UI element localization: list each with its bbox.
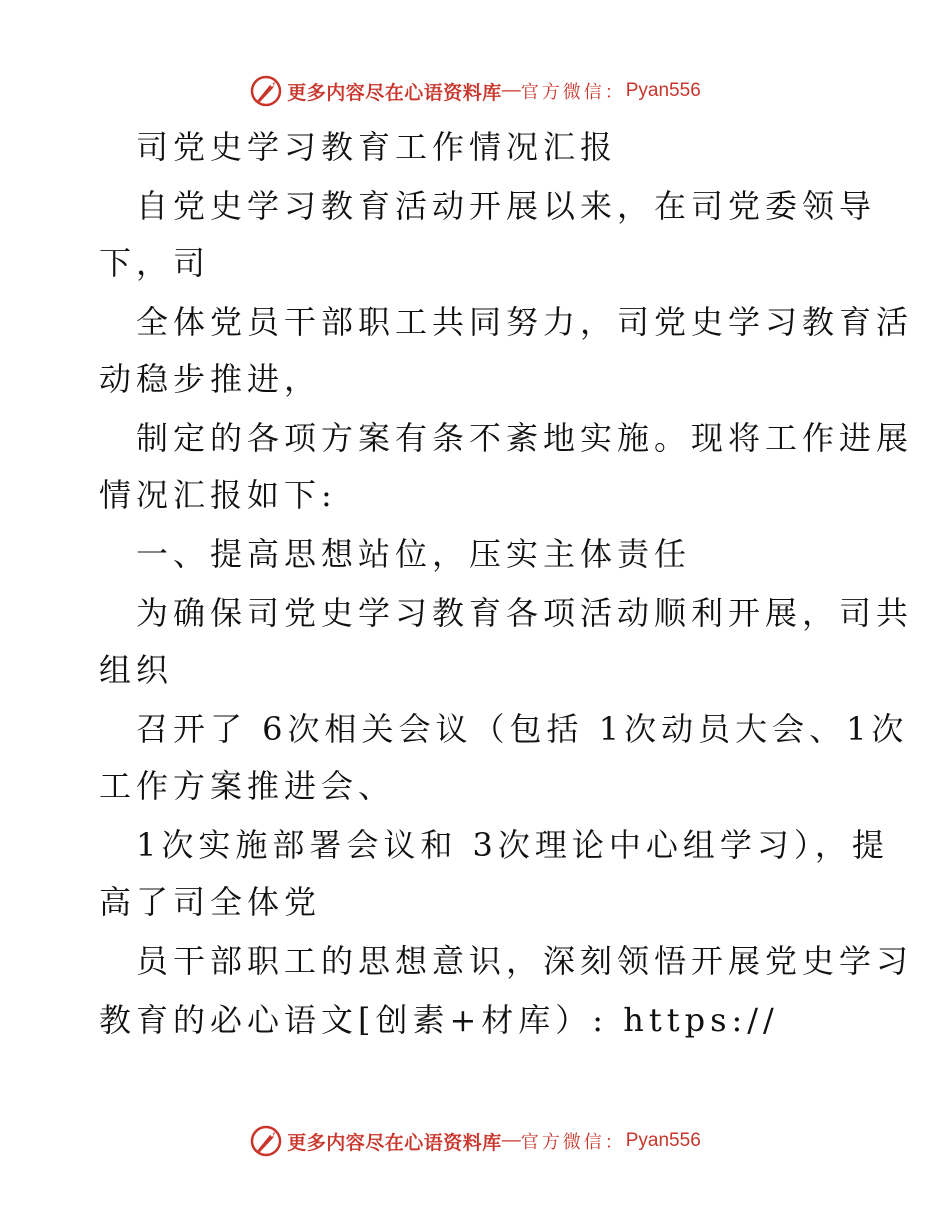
paragraph-line: 为确保司党史学习教育各项活动顺利开展，司共 bbox=[136, 594, 914, 632]
banner-separator: — bbox=[501, 80, 521, 101]
paragraph-line: 组织 bbox=[99, 651, 174, 689]
banner-wechat-id: Pyan556 bbox=[625, 1130, 701, 1151]
paragraph-line: 1次实施部署会议和 3次理论中心组学习），提 bbox=[136, 826, 889, 864]
paragraph-line: 下，司 bbox=[99, 244, 211, 282]
paragraph-line: 召开了 6次相关会议（包括 1次动员大会、1次 bbox=[136, 710, 909, 748]
section-heading: 一、提高思想站位，压实主体责任 bbox=[136, 535, 692, 573]
header-watermark-banner bbox=[0, 71, 950, 111]
paragraph-line: 制定的各项方案有条不紊地实施。现将工作进展 bbox=[136, 419, 914, 457]
banner-brand-text: 更多内容尽在心语资料库 bbox=[287, 1131, 502, 1154]
footer-watermark-banner bbox=[0, 1121, 950, 1161]
paragraph-line: 动稳步推进， bbox=[99, 360, 322, 398]
paragraph-line: 工作方案推进会、 bbox=[99, 767, 396, 805]
paragraph-line: 教育的必心语文[创素+材库）: https:// bbox=[99, 1001, 779, 1039]
banner-official-label: 官方微信： bbox=[520, 1132, 626, 1153]
paragraph-line: 情况汇报如下: bbox=[99, 476, 337, 514]
pen-nib-logo-icon bbox=[249, 74, 283, 108]
pen-nib-logo-icon bbox=[249, 1124, 283, 1158]
banner-separator: — bbox=[501, 1130, 521, 1151]
banner-wechat-id: Pyan556 bbox=[625, 80, 701, 101]
document-title: 司党史学习教育工作情况汇报 bbox=[136, 128, 618, 166]
paragraph-line: 员干部职工的思想意识，深刻领悟开展党史学习 bbox=[136, 942, 914, 980]
paragraph-line: 自党史学习教育活动开展以来，在司党委领导 bbox=[136, 187, 877, 225]
paragraph-line: 高了司全体党 bbox=[99, 883, 322, 921]
paragraph-line: 全体党员干部职工共同努力，司党史学习教育活 bbox=[136, 303, 914, 341]
banner-official-label: 官方微信： bbox=[520, 82, 626, 103]
banner-brand-text: 更多内容尽在心语资料库 bbox=[287, 81, 502, 104]
